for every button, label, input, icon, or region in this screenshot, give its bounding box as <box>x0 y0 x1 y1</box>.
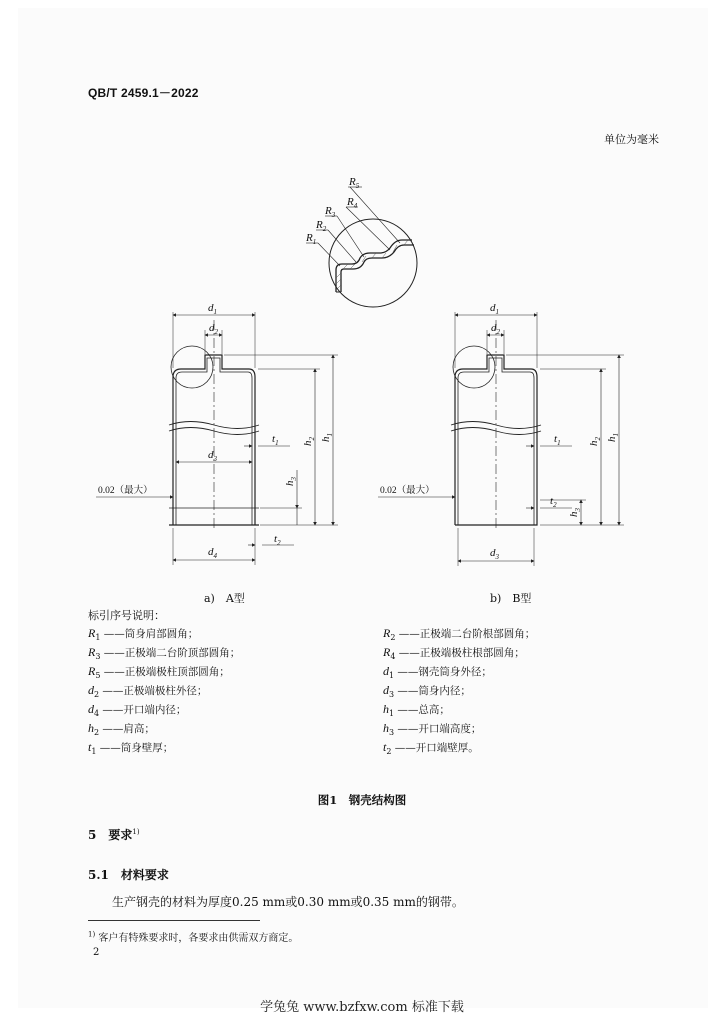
legend-symbol-subscript: 2 <box>386 747 392 757</box>
legend-symbol: R <box>88 626 96 640</box>
legend-symbol-subscript: 5 <box>95 671 101 681</box>
label-b-h3: $h_3$ <box>568 508 582 517</box>
legend-symbol-subscript: 2 <box>94 690 100 700</box>
label-r4: $R_4$ <box>347 196 358 210</box>
standard-number: QB/T 2459.1－2022 <box>88 86 199 100</box>
legend-description: ——筒身壁厚； <box>96 742 174 754</box>
legend-item <box>88 721 155 737</box>
legend-symbol-subscript: 1 <box>389 671 395 681</box>
legend-symbol-subscript: 4 <box>94 709 100 719</box>
legend-symbol-subscript: 3 <box>389 690 395 700</box>
legend-symbol-subscript: 3 <box>95 652 101 662</box>
legend-symbol-subscript: 2 <box>390 633 396 643</box>
section-5-number: 5 <box>88 828 97 842</box>
legend-symbol: d <box>88 702 94 716</box>
legend-symbol-subscript: 3 <box>389 728 395 738</box>
section-5-1-number: 5.1 <box>88 868 109 882</box>
legend-symbol: R <box>88 645 96 659</box>
footnote <box>88 929 298 944</box>
legend-description: ——总高； <box>394 704 450 716</box>
legend-item <box>383 645 525 661</box>
watermark-footer: 学兔兔 www.bzfxw.com 标准下载 <box>260 1000 464 1015</box>
legend-symbol: R <box>383 645 391 659</box>
label-b-d3: $d_3$ <box>490 547 499 561</box>
section-5-footnote-mark: 1) <box>132 828 140 836</box>
footnote-divider <box>88 920 260 921</box>
legend-symbol: R <box>383 626 391 640</box>
label-b-d1: $d_1$ <box>490 302 499 316</box>
label-b-h1: $h_1$ <box>606 433 620 442</box>
legend-description: ——正极端极柱顶部圆角； <box>100 666 230 678</box>
legend-description: ——钢壳筒身外径； <box>394 666 492 678</box>
legend-symbol: d <box>383 683 389 697</box>
legend-item <box>383 664 492 680</box>
legend-description: ——肩高； <box>99 723 155 735</box>
legend-symbol-subscript: 1 <box>91 747 97 757</box>
figure-caption: 图1 钢壳结构图 <box>317 793 407 807</box>
legend-item <box>88 664 230 680</box>
legend-symbol-subscript: 1 <box>389 709 395 719</box>
label-r2: $R_2$ <box>316 219 327 233</box>
label-r3: $R_3$ <box>325 205 336 219</box>
legend-item <box>88 702 186 718</box>
legend-symbol: t <box>383 740 387 754</box>
label-b-d2: $d_2$ <box>491 322 500 336</box>
legend-symbol: h <box>383 702 389 716</box>
type-b-view <box>378 312 624 566</box>
label-a-h1: $h_1$ <box>320 433 334 442</box>
legend-symbol-subscript: 2 <box>94 728 100 738</box>
section-5-heading <box>88 826 140 843</box>
footnote-text: 客户有特殊要求时，各要求由供需双方商定。 <box>98 933 299 944</box>
legend-description: ——开口端高度； <box>394 723 482 735</box>
legend-item <box>88 645 240 661</box>
legend-symbol: h <box>88 721 94 735</box>
label-b-tolerance: 0.02（最大） <box>380 486 435 496</box>
detail-view <box>306 187 417 307</box>
legend-description: ——正极端二台阶顶部圆角； <box>100 647 241 659</box>
legend-description: ——正极端二台阶根部圆角； <box>395 628 536 640</box>
unit-note: 单位为毫米 <box>604 133 659 146</box>
label-b-t1: $t_1$ <box>554 433 561 447</box>
legend-item <box>383 683 471 699</box>
legend-item <box>383 702 450 718</box>
page-number: 2 <box>93 947 100 958</box>
type-a-view <box>96 312 338 565</box>
label-b-t2: $t_2$ <box>550 495 557 509</box>
label-a-d3: $d_3$ <box>208 449 217 463</box>
legend-symbol: d <box>88 683 94 697</box>
legend-symbol: t <box>88 740 92 754</box>
label-a-d4: $d_4$ <box>208 546 217 560</box>
legend-item <box>383 721 481 737</box>
legend-item <box>88 683 207 699</box>
section-5-1-title: 材料要求 <box>120 868 169 882</box>
legend-symbol: R <box>88 664 96 678</box>
label-a-tolerance: 0.02（最大） <box>98 486 153 496</box>
legend-description: ——正极端极柱外径； <box>99 685 208 697</box>
legend-symbol: d <box>383 664 389 678</box>
label-r1: $R_1$ <box>306 232 317 246</box>
legend-symbol-subscript: 4 <box>390 652 396 662</box>
footnote-mark: 1) <box>88 930 96 939</box>
label-a-h2: $h_2$ <box>302 437 316 446</box>
subcaption-b: b) B型 <box>490 592 532 605</box>
legend-description: ——筒身肩部圆角； <box>100 628 199 640</box>
legend-title: 标引序号说明： <box>88 609 165 622</box>
label-a-h3: $h_3$ <box>284 477 298 486</box>
section-5-title: 要求 <box>108 828 133 842</box>
label-b-h2: $h_2$ <box>588 437 602 446</box>
label-r5: $R_5$ <box>349 176 360 190</box>
label-a-d1: $d_1$ <box>208 302 217 316</box>
section-5-1-heading <box>88 866 169 883</box>
legend-item <box>88 626 198 642</box>
subcaption-a: a) A型 <box>204 592 245 605</box>
legend-item <box>383 740 479 756</box>
label-a-t1: $t_1$ <box>272 433 279 447</box>
legend-item <box>383 626 535 642</box>
label-a-t2: $t_2$ <box>274 533 281 547</box>
legend-description: ——开口端内径； <box>99 704 187 716</box>
legend-symbol: h <box>383 721 389 735</box>
legend-item <box>88 740 173 756</box>
legend-description: ——筒身内径； <box>394 685 471 697</box>
legend-description: ——开口端壁厚。 <box>391 742 479 754</box>
material-paragraph: 生产钢壳的材料为厚度0.25 mm或0.30 mm或0.35 mm的钢带。 <box>112 895 464 909</box>
label-a-d2: $d_2$ <box>209 322 218 336</box>
legend-description: ——正极端极柱根部圆角； <box>395 647 525 659</box>
legend-symbol-subscript: 1 <box>95 633 101 643</box>
